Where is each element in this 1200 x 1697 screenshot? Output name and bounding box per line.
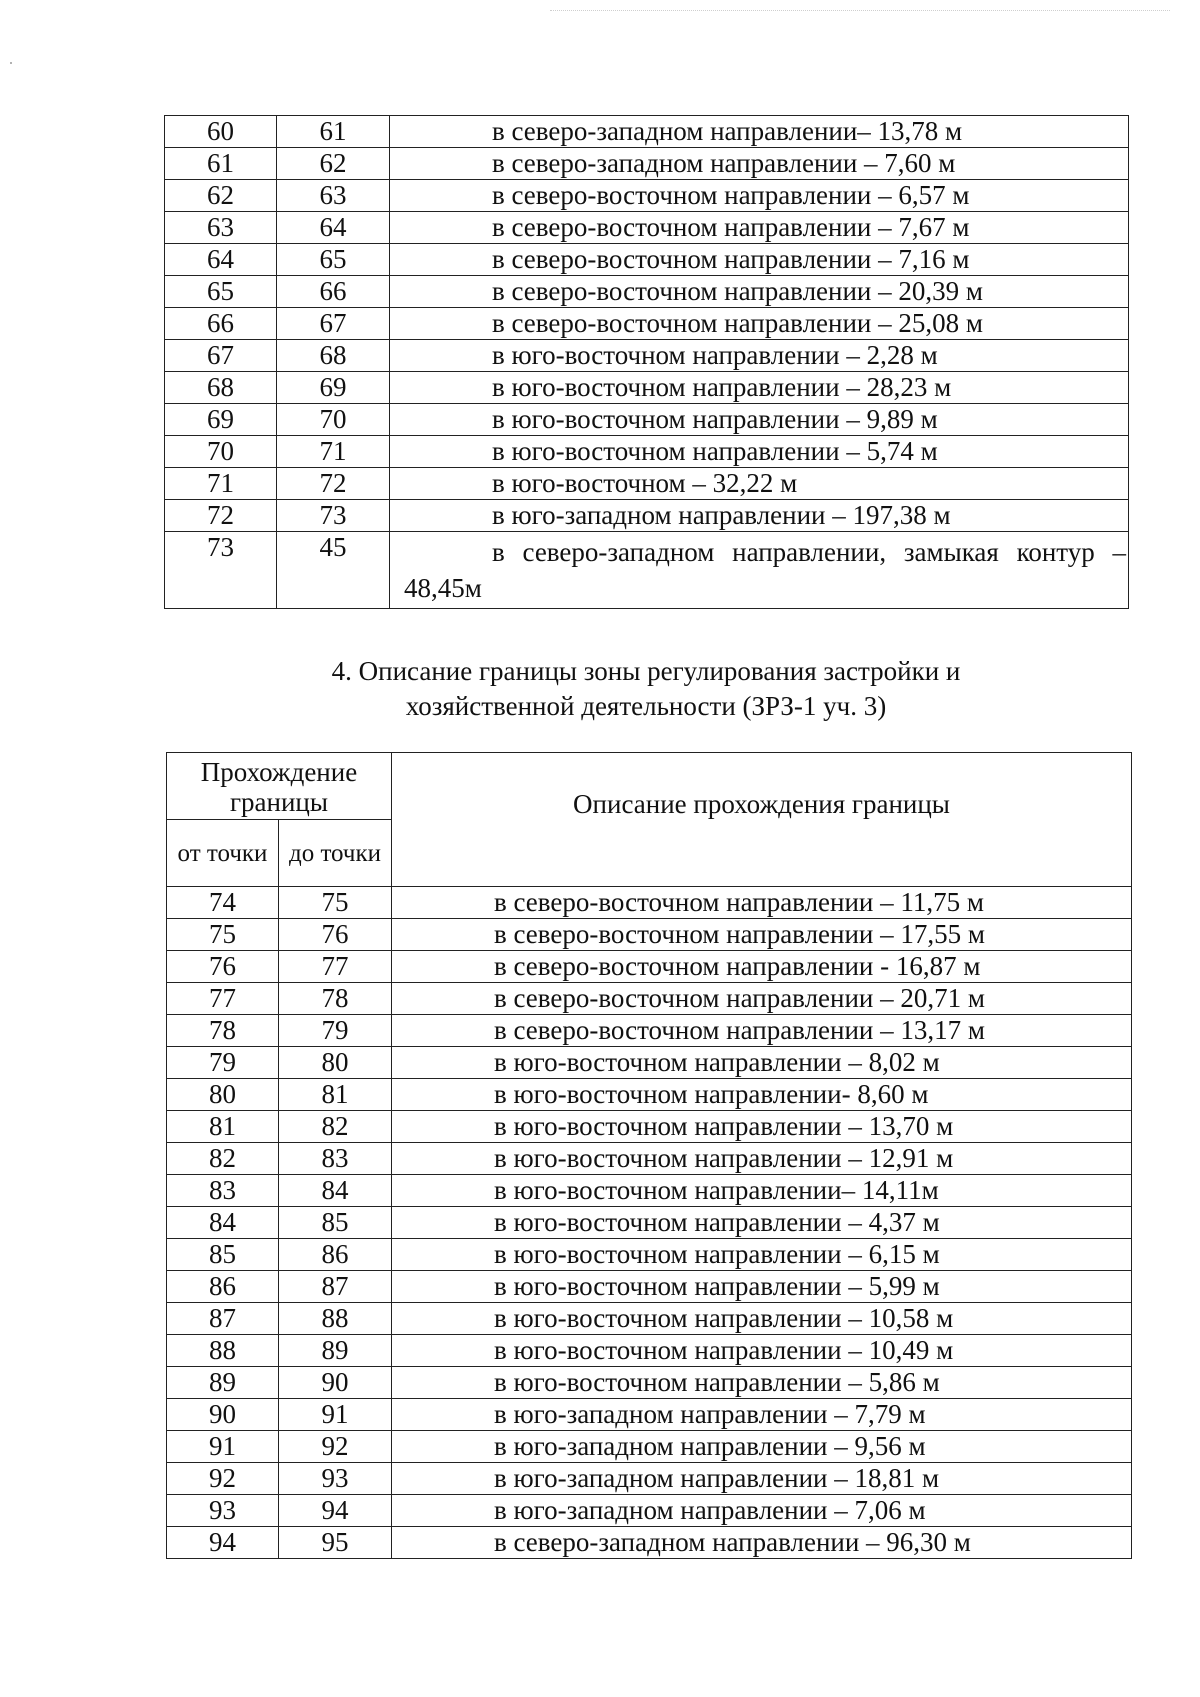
to-point-cell: 63 — [277, 180, 390, 212]
description-cell: в юго-западном направлении – 9,56 м — [392, 1431, 1132, 1463]
from-point-cell: 62 — [165, 180, 277, 212]
description-cell: в юго-восточном направлении – 5,74 м — [390, 436, 1129, 468]
scan-artifact-line — [550, 10, 1170, 11]
to-point-cell: 79 — [279, 1015, 392, 1047]
to-point-cell: 94 — [279, 1495, 392, 1527]
from-point-cell: 74 — [167, 887, 279, 919]
description-cell: в юго-западном направлении – 7,06 м — [392, 1495, 1132, 1527]
from-point-cell: 91 — [167, 1431, 279, 1463]
description-cell: в юго-восточном направлении- 8,60 м — [392, 1079, 1132, 1111]
from-point-cell: 88 — [167, 1335, 279, 1367]
description-cell: в юго-восточном направлении – 5,99 м — [392, 1271, 1132, 1303]
table-row — [167, 1079, 1132, 1111]
to-point-cell: 67 — [277, 308, 390, 340]
to-point-cell: 95 — [279, 1527, 392, 1559]
description-cell: в северо-восточном направлении – 17,55 м — [392, 919, 1132, 951]
from-point-cell: 75 — [167, 919, 279, 951]
from-point-cell: 85 — [167, 1239, 279, 1271]
description-cell: в северо-восточном направлении – 13,17 м — [392, 1015, 1132, 1047]
to-point-cell: 73 — [277, 500, 390, 532]
from-point-cell: 90 — [167, 1399, 279, 1431]
table-row — [167, 1463, 1132, 1495]
description-cell: в юго-восточном направлении – 12,91 м — [392, 1143, 1132, 1175]
table-row — [165, 180, 1129, 212]
table-row — [165, 308, 1129, 340]
to-point-cell: 45 — [277, 532, 390, 609]
table-row — [165, 500, 1129, 532]
description-cell: в юго-западном направлении – 18,81 м — [392, 1463, 1132, 1495]
table-row — [165, 468, 1129, 500]
to-point-cell: 68 — [277, 340, 390, 372]
from-point-cell: 66 — [165, 308, 277, 340]
description-cell-closing: в северо-западном направлении, замыкая контур – 48,45м — [390, 532, 1129, 609]
boundary-table-zrz1-3 — [166, 752, 1132, 1559]
boundary-table-zrz1-3-body — [167, 887, 1132, 1559]
to-point-cell: 83 — [279, 1143, 392, 1175]
from-point-cell: 72 — [165, 500, 277, 532]
table-row — [167, 1111, 1132, 1143]
table-row — [167, 1143, 1132, 1175]
from-point-cell: 80 — [167, 1079, 279, 1111]
from-point-cell: 64 — [165, 244, 277, 276]
boundary-table-previous-closing — [165, 532, 1129, 609]
header-row-1 — [167, 753, 1132, 820]
table-row — [167, 1271, 1132, 1303]
from-point-cell: 89 — [167, 1367, 279, 1399]
table-row — [167, 1431, 1132, 1463]
description-cell: в юго-восточном направлении – 9,89 м — [390, 404, 1129, 436]
description-cell: в юго-восточном направлении – 2,28 м — [390, 340, 1129, 372]
to-point-cell: 93 — [279, 1463, 392, 1495]
from-point-cell: 87 — [167, 1303, 279, 1335]
to-point-cell: 85 — [279, 1207, 392, 1239]
table-row — [167, 1399, 1132, 1431]
table-row — [167, 1495, 1132, 1527]
from-point-cell: 65 — [165, 276, 277, 308]
table-row — [165, 404, 1129, 436]
description-cell: в северо-восточном направлении – 6,57 м — [390, 180, 1129, 212]
from-point-cell: 83 — [167, 1175, 279, 1207]
table-row — [165, 148, 1129, 180]
table-row — [165, 116, 1129, 148]
to-point-cell: 66 — [277, 276, 390, 308]
description-cell: в северо-восточном направлении - 16,87 м — [392, 951, 1132, 983]
table-row — [167, 983, 1132, 1015]
description-cell: в северо-восточном направлении – 25,08 м — [390, 308, 1129, 340]
header-description: Описание прохождения границы — [392, 753, 1132, 887]
table-row — [165, 276, 1129, 308]
table-row — [167, 1335, 1132, 1367]
section-heading — [164, 654, 1128, 724]
to-point-cell: 81 — [279, 1079, 392, 1111]
table-row — [167, 1207, 1132, 1239]
to-point-cell: 72 — [277, 468, 390, 500]
to-point-cell: 65 — [277, 244, 390, 276]
to-point-cell: 82 — [279, 1111, 392, 1143]
table-row — [167, 887, 1132, 919]
table-row — [167, 1239, 1132, 1271]
to-point-cell: 76 — [279, 919, 392, 951]
section-heading-line1: 4. Описание границы зоны регулирования застройки и — [331, 656, 961, 686]
table-row — [167, 919, 1132, 951]
from-point-cell: 94 — [167, 1527, 279, 1559]
to-point-cell: 88 — [279, 1303, 392, 1335]
table-row — [165, 212, 1129, 244]
from-point-cell: 77 — [167, 983, 279, 1015]
section-heading-line2: хозяйственной деятельности (ЗРЗ-1 уч. 3) — [405, 691, 887, 721]
from-point-cell: 60 — [165, 116, 277, 148]
to-point-cell: 91 — [279, 1399, 392, 1431]
to-point-cell: 90 — [279, 1367, 392, 1399]
to-point-cell: 80 — [279, 1047, 392, 1079]
description-cell: в юго-восточном направлении – 28,23 м — [390, 372, 1129, 404]
description-cell: в северо-западном направлении – 7,60 м — [390, 148, 1129, 180]
from-point-cell: 79 — [167, 1047, 279, 1079]
from-point-cell: 78 — [167, 1015, 279, 1047]
boundary-table-header — [167, 753, 1132, 887]
header-to-point: до точки — [279, 820, 392, 887]
description-cell: в северо-восточном направлении – 20,39 м — [390, 276, 1129, 308]
to-point-cell: 64 — [277, 212, 390, 244]
from-point-cell: 67 — [165, 340, 277, 372]
to-point-cell: 84 — [279, 1175, 392, 1207]
to-point-cell: 86 — [279, 1239, 392, 1271]
to-point-cell: 70 — [277, 404, 390, 436]
from-point-cell: 73 — [165, 532, 277, 609]
from-point-cell: 92 — [167, 1463, 279, 1495]
table-row — [167, 1047, 1132, 1079]
table-row — [167, 1367, 1132, 1399]
description-cell: в северо-западном направлении – 96,30 м — [392, 1527, 1132, 1559]
description-cell: в юго-восточном направлении – 13,70 м — [392, 1111, 1132, 1143]
description-cell: в северо-восточном направлении – 11,75 м — [392, 887, 1132, 919]
from-point-cell: 63 — [165, 212, 277, 244]
description-cell: в северо-западном направлении– 13,78 м — [390, 116, 1129, 148]
description-cell: в юго-восточном направлении – 4,37 м — [392, 1207, 1132, 1239]
to-point-cell: 62 — [277, 148, 390, 180]
from-point-cell: 69 — [165, 404, 277, 436]
from-point-cell: 93 — [167, 1495, 279, 1527]
table-row — [165, 244, 1129, 276]
to-point-cell: 87 — [279, 1271, 392, 1303]
scan-artifact-dot — [10, 62, 12, 64]
to-point-cell: 75 — [279, 887, 392, 919]
description-cell: в юго-восточном направлении – 8,02 м — [392, 1047, 1132, 1079]
from-point-cell: 61 — [165, 148, 277, 180]
table-row — [167, 1015, 1132, 1047]
from-point-cell: 68 — [165, 372, 277, 404]
table-row — [167, 1303, 1132, 1335]
description-cell: в юго-западном направлении – 197,38 м — [390, 500, 1129, 532]
table-row — [167, 951, 1132, 983]
from-point-cell: 76 — [167, 951, 279, 983]
description-cell: в юго-восточном направлении – 10,58 м — [392, 1303, 1132, 1335]
to-point-cell: 77 — [279, 951, 392, 983]
from-point-cell: 82 — [167, 1143, 279, 1175]
header-from-point: от точки — [167, 820, 279, 887]
from-point-cell: 70 — [165, 436, 277, 468]
description-cell: в северо-восточном направлении – 7,67 м — [390, 212, 1129, 244]
header-boundary-passage: Прохождение границы — [167, 753, 392, 820]
from-point-cell: 71 — [165, 468, 277, 500]
to-point-cell: 78 — [279, 983, 392, 1015]
from-point-cell: 84 — [167, 1207, 279, 1239]
description-cell: в юго-восточном направлении – 6,15 м — [392, 1239, 1132, 1271]
description-cell: в северо-восточном направлении – 7,16 м — [390, 244, 1129, 276]
table-row — [167, 1175, 1132, 1207]
to-point-cell: 92 — [279, 1431, 392, 1463]
table-row — [165, 340, 1129, 372]
description-cell: в юго-восточном направлении– 14,11м — [392, 1175, 1132, 1207]
table-row — [167, 1527, 1132, 1559]
to-point-cell: 61 — [277, 116, 390, 148]
to-point-cell: 89 — [279, 1335, 392, 1367]
to-point-cell: 71 — [277, 436, 390, 468]
boundary-table-previous — [164, 115, 1129, 609]
from-point-cell: 81 — [167, 1111, 279, 1143]
description-cell: в северо-восточном направлении – 20,71 м — [392, 983, 1132, 1015]
to-point-cell: 69 — [277, 372, 390, 404]
description-cell: в юго-западном направлении – 7,79 м — [392, 1399, 1132, 1431]
description-cell: в юго-восточном – 32,22 м — [390, 468, 1129, 500]
table-row — [165, 436, 1129, 468]
table-row-closing — [165, 532, 1129, 609]
boundary-table-previous-body — [165, 116, 1129, 532]
from-point-cell: 86 — [167, 1271, 279, 1303]
description-cell: в юго-восточном направлении – 5,86 м — [392, 1367, 1132, 1399]
table-row — [165, 372, 1129, 404]
description-cell: в юго-восточном направлении – 10,49 м — [392, 1335, 1132, 1367]
